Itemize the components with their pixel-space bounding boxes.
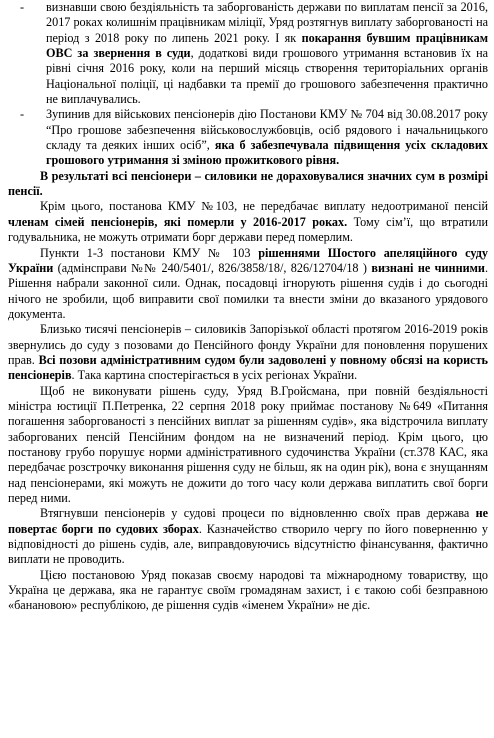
text-run: Втягнувши пенсіонерів у судові процеси по відновленню своїх прав держава <box>40 506 476 521</box>
bullet-list <box>8 0 488 169</box>
paragraph <box>8 199 488 245</box>
paragraph-list <box>8 169 488 614</box>
paragraph <box>8 384 488 507</box>
bold-text-run: рішеннями Шостого апеляційного суду України <box>8 245 488 275</box>
bullet-dash: - <box>20 107 25 122</box>
text-run: Крім цього, постанова КМУ №103, не передбачає виплату недоотриманої пенсій <box>40 199 488 214</box>
bold-text-run: В результаті всі пенсіонери – силовики не дораховувалися значних сум в розмірі пенсії. <box>8 168 488 199</box>
bullet-dash: - <box>20 0 25 14</box>
bold-text-run: Всі позови адміністративним судом були задоволені у повному обсязі на користь пенсіонерів <box>8 352 488 383</box>
text-run: Пункти 1-3 постанови КМУ № 103 <box>40 245 259 260</box>
paragraph <box>8 169 488 200</box>
text-run: , додаткові види грошового утримання встановив їх на рівні січня 2016 року, коли на перший місяць створення територіальних органів Національної поліції, ці надбавки та премії до грошового забезпечення практично не виплачувались. <box>46 46 489 107</box>
bold-text-run: визнані не чинними <box>371 260 485 275</box>
bullet-item <box>8 107 488 168</box>
text-run: (адмінсправи №№ 240/5401/, 826/3858/18/, 826/12704/18 ) <box>53 260 372 275</box>
paragraph <box>8 322 488 383</box>
bold-text-run: не повертає борги по судових зборах <box>8 506 488 536</box>
bullet-item <box>8 0 488 107</box>
text-run: Щоб не виконувати рішень суду, Уряд В.Гройсмана, при повній бездіяльності міністра юстиції П.Петренка, 22 серпня 2018 року приймає постанову №649 «Питання погашення заборгованості з пенсійних виплат за рішенням судів», яка відстрочила виплату заборгованих пенсій Пенсійним фондом на не визначений період. Крім цього, цю постанову грубо порушує норми адміністративного судочинства України (ст.378 КАС, яка передбачає розстрочку виконання рішення суду не більш, як на один рік), вона є знущанням над пенсіонерами, які можуть не дожити до того часу коли держава виплатить свої борги перед ними. <box>8 383 488 505</box>
text-run: Тому сім’ї, що втратили годувальника, не можуть отримати борг держави перед померлим. <box>8 214 488 245</box>
paragraph <box>8 246 488 323</box>
text-run: . Казначейство створило чергу по його поверненню у відповідності до рішень судів, але, виправдовуючись відсутністю фінансування, фактично виплати не проводить. <box>8 521 488 567</box>
bold-text-run: покарання бувшим працівникам ОВС за звернення в суди <box>46 30 489 61</box>
text-run: . Рішення набрали законної сили. Однак, посадовці ігнорують рішення судів і до сьогодні нічого не зробили, щоб виправити свої помилки та внести зміни до вказаного урядового документа. <box>8 260 488 321</box>
bold-text-run: яка б забезпечувала підвищення усіх складових грошового утримання зі зміною прожиткового рівня. <box>46 138 488 168</box>
text-run: Цією постановою Уряд показав своєму народові та міжнародному товариству, що Україна це держава, яка не гарантує своїм громадянам захист, і є такою собі безправною «банановою» республікою, де рішення судів «іменем України» не діє. <box>8 567 488 613</box>
paragraph <box>8 506 488 567</box>
text-run: визнавши свою бездіяльність та заборгованість держави по виплатам пенсії за 2016, 2017 роках колишнім працівникам міліції, Уряд розтягнув виплату заборгованості на період з 2018 року по липень 2021 року. І як <box>46 0 488 45</box>
text-run: Зупинив для військових пенсіонерів дію Постанови КМУ № 704 від 30.08.2017 року “Про грошове забезпечення військовослужбовців, осіб рядового і начальницького складу та деяких інших осіб”, <box>46 107 488 153</box>
text-run: . Така картина спостерігається в усіх регіонах України. <box>71 368 358 383</box>
paragraph <box>8 568 488 614</box>
bold-text-run: членам сімей пенсіонерів, які померли у 2016-2017 роках. <box>8 214 348 229</box>
text-run: Близько тисячі пенсіонерів – силовиків Запорізької області протягом 2016-2019 років звернулись до суду з позовами до Пенсійного фонду України для поновлення порушених прав. <box>8 322 488 367</box>
